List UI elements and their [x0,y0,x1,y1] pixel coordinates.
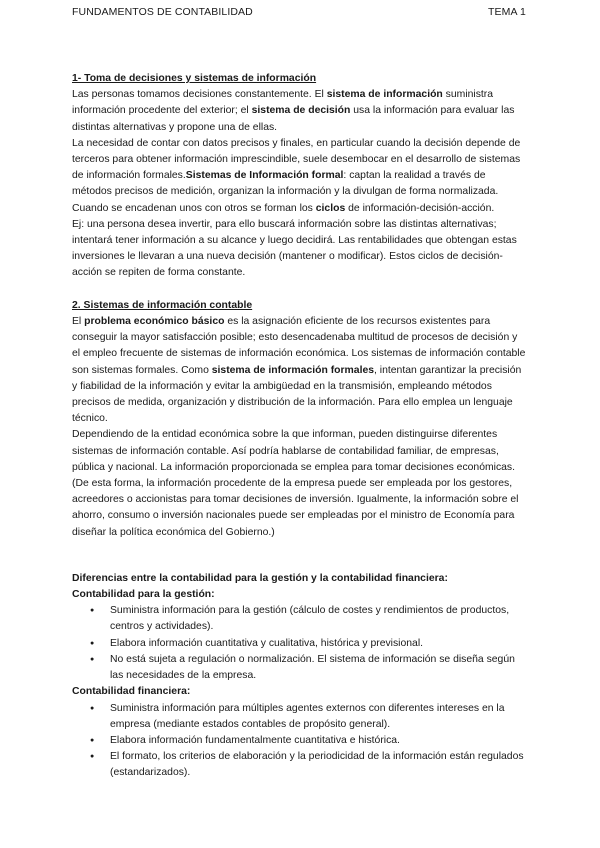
gestion-list [72,603,528,684]
document-body [72,71,528,782]
section-2-title: 2. Sistemas de información contable [72,299,253,311]
financiera-list [72,701,528,782]
term-ciclos: ciclos [315,202,346,214]
header-topic: TEMA 1 [488,6,526,18]
financiera-subtitle: Contabilidad financiera: [72,686,191,698]
section-1-paragraph-2: La necesidad de contar con datos precisos y finales, en particular cuando la decisión depende de terceros para obtener información imprescindible, suele desembocar en el desarrollo de sistemas de información formales.Sistemas de Información formal: captan la realidad a través de métodos precisos de medición, organizan la información y la divulgan de forma normalizada. [72,137,521,198]
list-item: ● Elabora información cuantitativa y cualitativa, histórica y previsional. [72,636,528,652]
section-1-example: Ej: una persona desea invertir, para ello buscará información sobre las distintas alternativas; intentará tener información a su alcance y luego decidirá. Las rentabilidades que obtengan estas inversiones le llevaran a una nueva decisión (mantener o modificar). Estos ciclos de decisión-acción se repiten de forma constante. [72,218,517,279]
list-item: ● No está sujeta a regulación o normalización. El sistema de información se diseña según las necesidades de la empresa. [72,652,528,684]
list-item: ● El formato, los criterios de elaboración y la periodicidad de la información están regulados (estandarizados). [72,749,528,781]
gestion-subtitle: Contabilidad para la gestión: [72,589,215,601]
list-item: ● Elabora información fundamentalmente cuantitativa e histórica. [72,733,528,749]
term-sistema-decision: sistema de decisión [251,105,351,117]
term-problema-economico: problema económico básico [84,316,225,328]
list-item: ● Suministra información para la gestión (cálculo de costes y rendimientos de productos, centros y actividades). [72,603,528,635]
term-sistemas-informacion-formal: Sistemas de Información formal [185,170,344,182]
header-course-title: FUNDAMENTOS DE CONTABILIDAD [72,6,253,18]
section-1-paragraph-3: Cuando se encadenan unos con otros se forman los ciclos de información-decisión-acción. [72,202,495,214]
term-sistema-informacion: sistema de información [326,89,443,101]
section-1-title: 1- Toma de decisiones y sistemas de información [72,73,317,84]
page-header [72,6,526,20]
section-2-paragraph-1: El problema económico básico es la asignación eficiente de los recursos existentes para conseguir la mayor satisfacción posible; esto desencadenaba multitud de procesos de decisión y el empleo frecuente de sistemas de información económica. Los sistemas de información contable son sistemas formales. Como sistema de información formales, intentan garantizar la precisión y fiabilidad de la información y evitar la ambigüedad en la transmisión, empleando métodos precisos de medida, organización y distribución de la información. Para ello emplea un lenguaje técnico. [72,316,526,425]
section-2-paragraph-2: Dependiendo de la entidad económica sobre la que informan, pueden distinguirse diferentes sistemas de información contable. Así podría hablarse de contabilidad familiar, de empresas, pública y nacional. La información proporcionada se emplea para tomar decisiones económicas. (De esta forma, la información procedente de la empresa puede ser empleada por los gestores, acreedores o accionistas para tomar decisiones de inversión. Igualmente, la información sobre el ahorro, consumo o inversión nacionales puede ser empleadas por el ministro de Economía para diseñar la política económica del Gobierno.) [72,429,519,538]
section-3-title: Diferencias entre la contabilidad para la gestión y la contabilidad financiera: [72,572,448,584]
section-1-paragraph-1: Las personas tomamos decisiones constantemente. El sistema de información suministra información procedente del exterior; el sistema de decisión usa la información para evaluar las distintas alternativas y propone una de ellas. [72,89,515,133]
term-sistema-informacion-formales: sistema de información formales [211,364,375,376]
list-item: ● Suministra información para múltiples agentes externos con diferentes intereses en la empresa (mediante estados contables de propósito general). [72,701,528,733]
